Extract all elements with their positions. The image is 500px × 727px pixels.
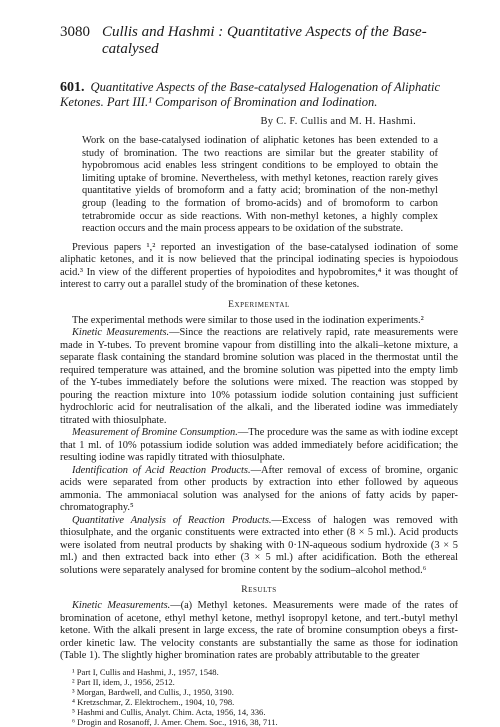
paragraph-text: —Since the reactions are relatively rapid, rate measurements were made in Y-tubes. To prevent bromine vapour from distilling into the alkali–ketone mixture, a separate flask containing the standard bromine solution was placed in the thermostat until the required temperature was attained, and the bromine solution was pipetted into the empty limb of the Y-tubes immediately before the solutions were mixed. The reaction was stopped by pouring the reaction mixture into 10% potassium iodide solution containing just sufficient hydrochloric acid for neutralisation of the alkali, and the liberated iodine was immediately titrated with thiosulphate. <box>60 327 458 426</box>
experimental-paragraph <box>60 327 458 427</box>
reference-item: ³ Morgan, Bardwell, and Cullis, J., 1950, 3190. <box>72 686 234 697</box>
subsection-label: Kinetic Measurements. <box>72 600 171 612</box>
reference-item: ⁴ Kretzschmar, Z. Elektrochem., 1904, 10, 798. <box>72 696 235 707</box>
paragraph-text: —After removal of excess of bromine, organic acids were separated from other products by extraction into ether followed by aqueous ammonia. The ammoniacal solution was analysed for the anions of fatty acids by paper-chromatography.⁵ <box>60 464 458 514</box>
section-heading-results: Results <box>241 585 277 596</box>
experimental-paragraph <box>60 465 458 515</box>
reference-item: ⁶ Drogin and Rosanoff, J. Amer. Chem. Soc., 1916, 38, 711. <box>72 716 278 727</box>
subsection-sublabel: —(a) Methyl ketones. <box>170 600 268 612</box>
experimental-paragraph <box>60 515 458 578</box>
running-title: Cullis and Hashmi : Quantitative Aspects of the Base-catalysed <box>102 24 427 57</box>
subsection-label: Measurement of Bromine Consumption. <box>72 427 238 439</box>
article-authors: By C. F. Cullis and M. H. Hashmi. <box>260 116 416 127</box>
section-heading-experimental: Experimental <box>228 299 290 310</box>
footnote-references <box>60 667 458 727</box>
results-paragraph <box>60 600 458 663</box>
experimental-paragraph <box>60 427 458 465</box>
subsection-label: Kinetic Measurements. <box>72 327 170 339</box>
running-header <box>60 24 458 58</box>
intro-paragraph: Previous papers ¹,² reported an investigation of the base-catalysed iodination of some aliphatic ketones, and it is now believed that the principal iodinating species is hypoiodous acid.³ In view of the different properties of hypoiodites and hypobromites,⁴ it was thought of interest to carry out a parallel study of the bromination of these ketones. <box>60 241 458 291</box>
abstract: Work on the base-catalysed iodination of aliphatic ketones has been extended to a study of bromination. The two reactions are similar but the greater stability of hypobromous acid enables less stringent conditions to be employed to obtain the limiting uptake of bromine. Nevertheless, with methyl ketones, reaction rarely gives quantitative yields of bromoform and a fatty acid; bromination of the non-methyl group (leading to the formation of bromo-acids) and of bromoform to carbon tetrabromide occur as side reactions. With non-methyl ketones, a highly complex reaction occurs and the main process appears to be oxidation of the substrate. <box>82 135 438 235</box>
subsection-label: Identification of Acid Reaction Products. <box>72 464 251 476</box>
paragraph-text: —The procedure was the same as with iodine except that 1 ml. of 10% potassium iodide solution was added immediately before acidification; the resulting iodine was rapidly titrated with thiosulphate. <box>60 427 459 464</box>
article-title: Quantitative Aspects of the Base-catalysed Halogenation of Aliphatic Ketones. Part III.¹ Comparison of Bromination and Iodination. <box>60 80 441 109</box>
paragraph-text: Measurements were made of the rates of bromination of acetone, ethyl methyl ketone, methyl isopropyl ketone, and tert.-butyl methyl ketone. With the alkali present in large excess, the rate of bromine consumption obeys a first-order kinetic law. The velocity constants are substantially the same as those for iodination (Table 1). The slightly higher bromination rates are probably attributable to the greater <box>60 600 458 662</box>
reference-item: ¹ Part I, Cullis and Hashmi, J., 1957, 1548. <box>72 666 219 677</box>
paragraph-text: —Excess of halogen was removed with thiosulphate, and the organic constituents were extracted into ether (8 × 5 ml.). Acid products were isolated from neutral products by shaking with 0·1N-aqueous sodium hydroxide (3 × 5 ml.) and then extracted back into ether (3 × 5 ml.) after acidification. Both the ethereal solutions were separately analysed for bromine content by the sodium–alcohol method.⁶ <box>60 514 458 576</box>
experimental-paragraph: The experimental methods were similar to those used in the iodination experiments.² <box>72 314 424 326</box>
article-title-block <box>60 80 458 110</box>
page-number: 3080 <box>60 24 90 40</box>
reference-item: ⁵ Hashmi and Cullis, Analyt. Chim. Acta, 1956, 14, 336. <box>72 706 266 717</box>
reference-item: ² Part II, idem, J., 1956, 2512. <box>72 676 175 687</box>
subsection-label: Quantitative Analysis of Reaction Products. <box>72 514 272 526</box>
article-number: 601. <box>60 80 85 95</box>
